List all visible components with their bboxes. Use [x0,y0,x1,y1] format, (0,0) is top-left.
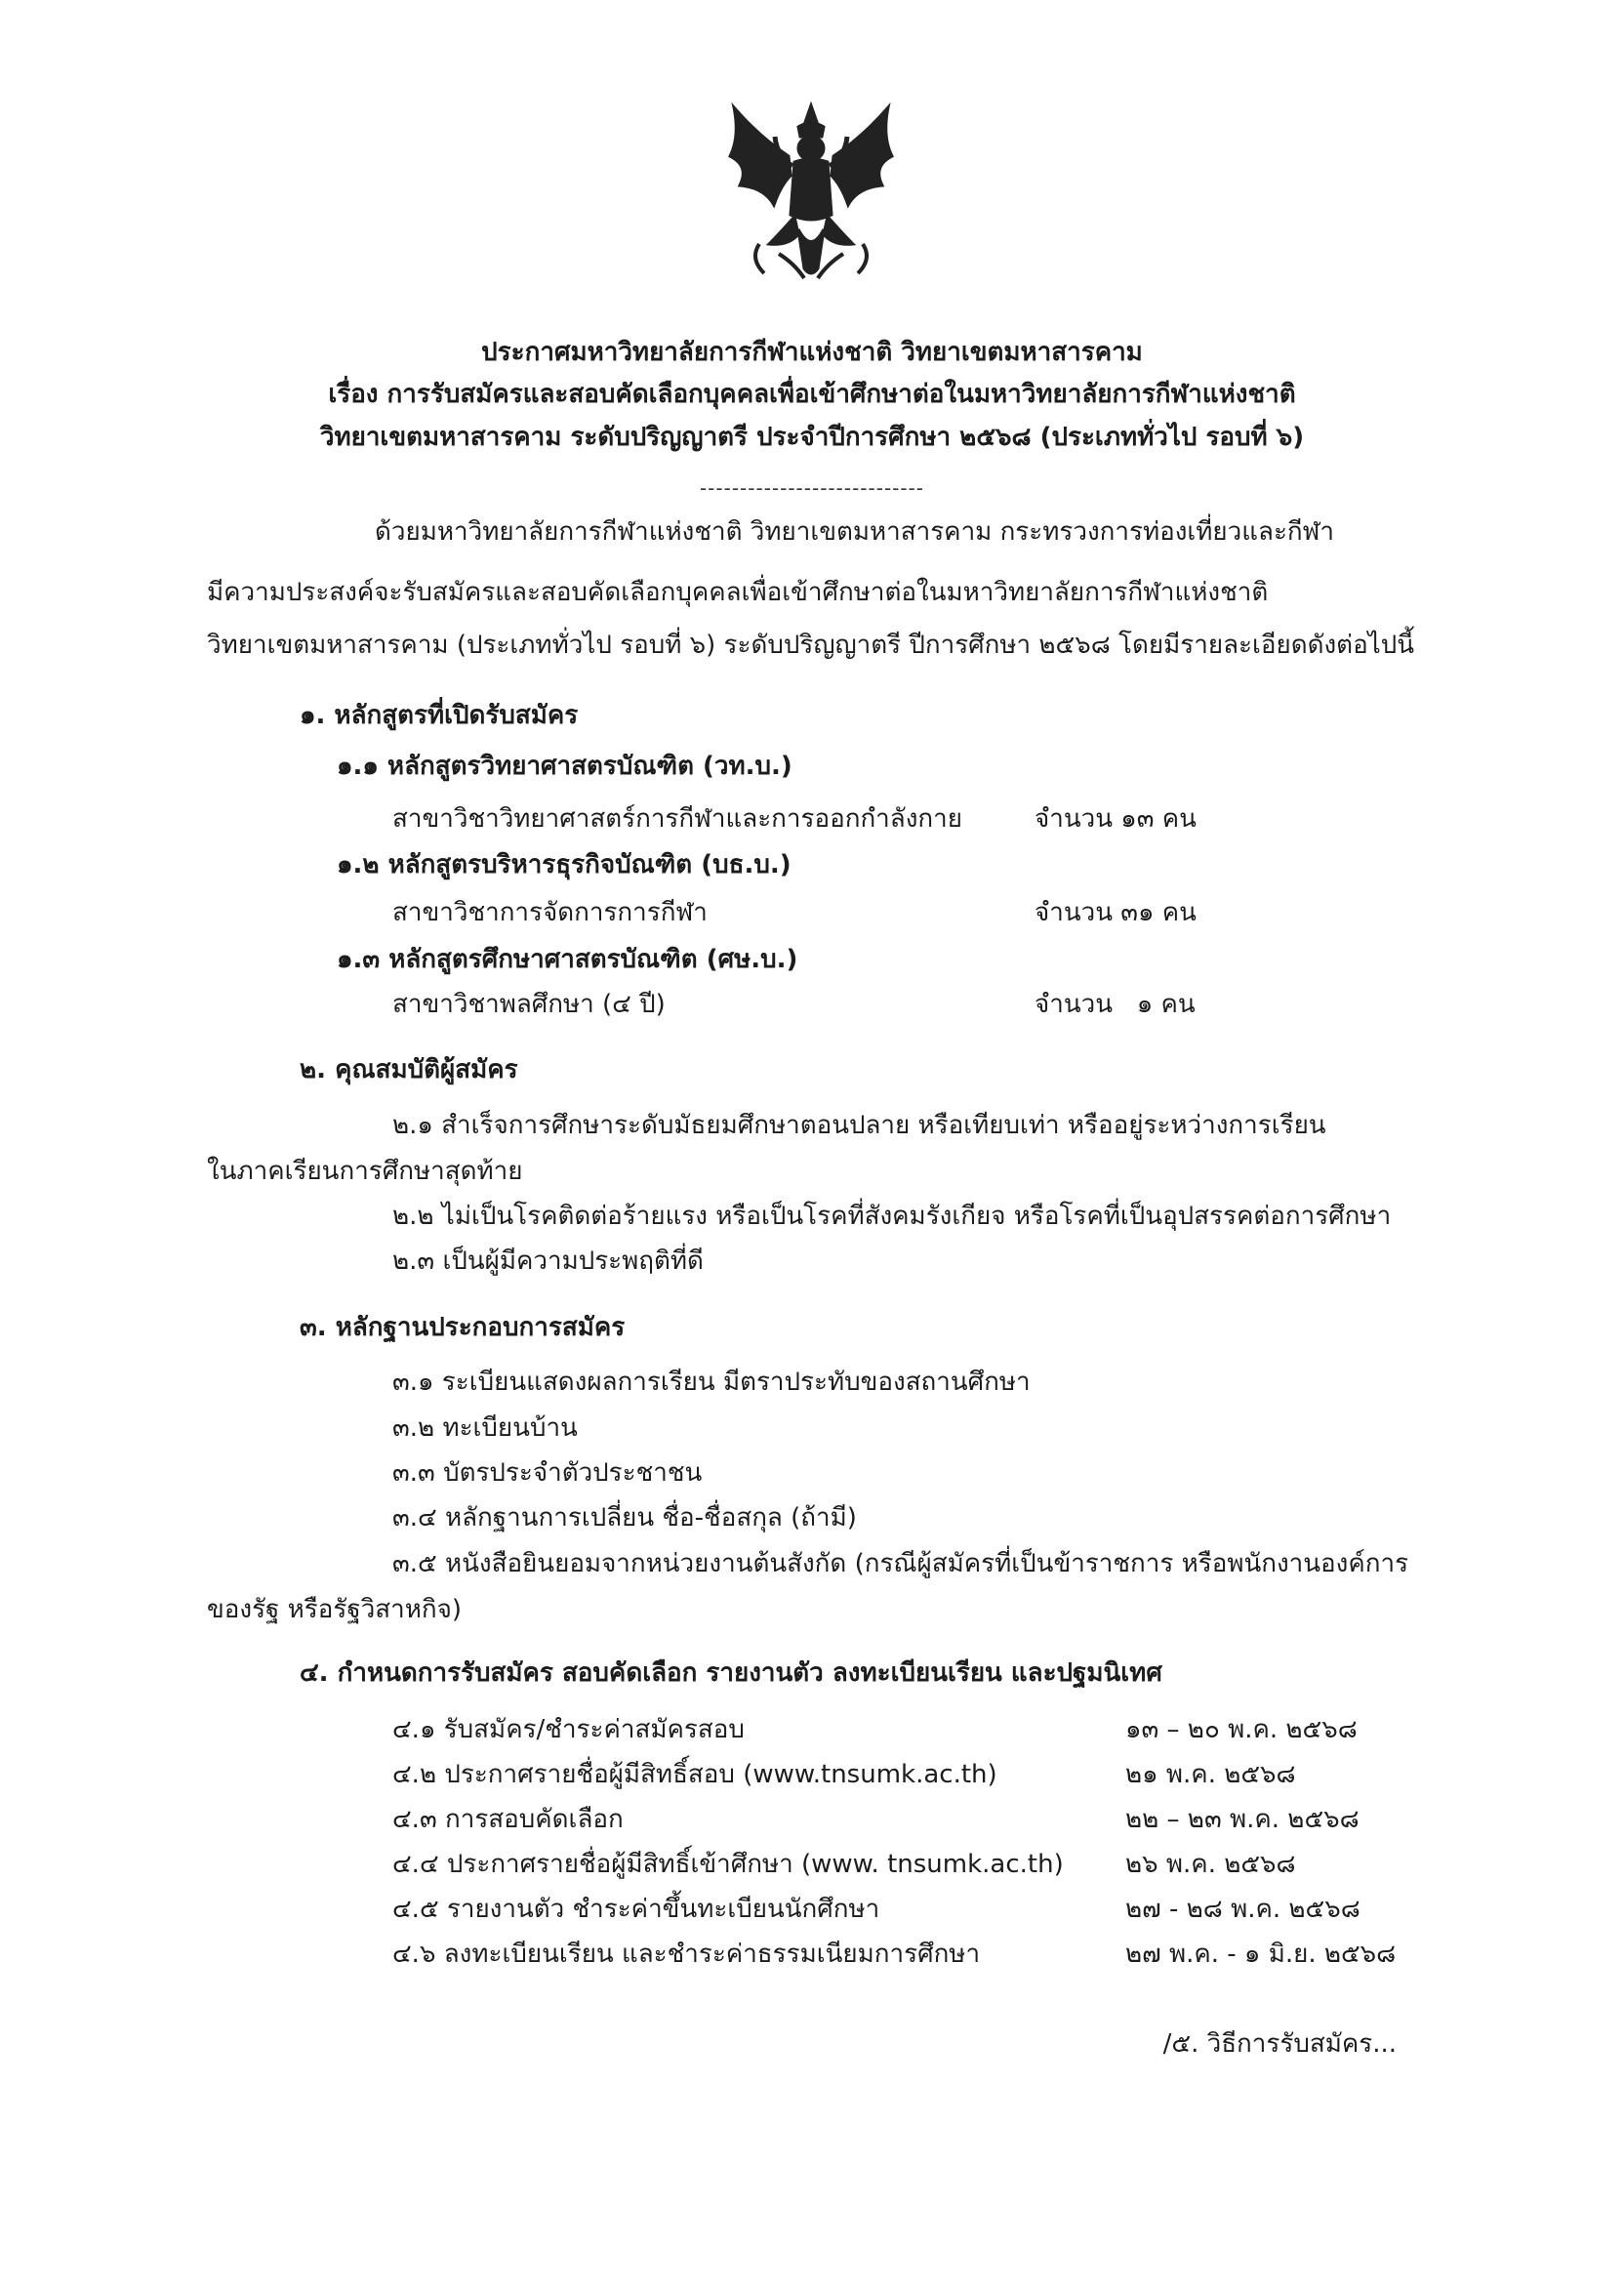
schedule-date: ๑๓ – ๒๐ พ.ค. ๒๕๖๘ [1125,1715,1358,1744]
section-1-heading: ๑. หลักสูตรที่เปิดรับสมัคร [300,701,579,730]
qualification-item: ๒.๒ ไม่เป็นโรคติดต่อร้ายแรง หรือเป็นโรคที่สังคมรังเกียจ หรือโรคที่เป็นอุปสรรคต่อการศึกษา [392,1202,1392,1231]
program-title: ๑.๓ หลักสูตรศึกษาศาสตรบัณฑิต (ศษ.บ.) [337,945,798,974]
program-seat-count: จำนวน ๑ คน [1035,990,1196,1019]
schedule-item: ๔.๑ รับสมัคร/ชำระค่าสมัครสอบ [392,1715,745,1744]
schedule-date: ๒๑ พ.ค. ๒๕๖๘ [1125,1760,1296,1789]
document-item: ๓.๕ หนังสือยินยอมจากหน่วยงานต้นสังกัด (กรณีผู้สมัครที่เป็นข้าราชการ หรือพนักงานองค์การ [392,1549,1409,1578]
schedule-item: ๔.๖ ลงทะเบียนเรียน และชำระค่าธรรมเนียมการศึกษา [392,1940,981,1969]
intro-line-2: มีความประสงค์จะรับสมัครและสอบคัดเลือกบุคคลเพื่อเข้าศึกษาต่อในมหาวิทยาลัยการกีฬาแห่งชาติ [207,578,1269,607]
section-2-heading: ๒. คุณสมบัติผู้สมัคร [300,1055,518,1084]
program-major: สาขาวิชาการจัดการการกีฬา [392,898,708,927]
intro-line-1: ด้วยมหาวิทยาลัยการกีฬาแห่งชาติ วิทยาเขตมหาสารคาม กระทรวงการท่องเที่ยวและกีฬา [375,517,1335,547]
schedule-item: ๔.๒ ประกาศรายชื่อผู้มีสิทธิ์สอบ (www.tnsumk.ac.th) [392,1760,997,1789]
document-item: ๓.๓ บัตรประจำตัวประชาชน [392,1458,703,1488]
schedule-date: ๒๖ พ.ค. ๒๕๖๘ [1125,1850,1296,1879]
section-3-heading: ๓. หลักฐานประกอบการสมัคร [300,1313,626,1342]
program-major: สาขาวิชาวิทยาศาสตร์การกีฬาและการออกกำลังกาย [392,804,962,834]
program-major: สาขาวิชาพลศึกษา (๔ ปี) [392,990,666,1019]
schedule-date: ๒๗ - ๒๘ พ.ค. ๒๕๖๘ [1125,1895,1360,1924]
schedule-item: ๔.๕ รายงานตัว ชำระค่าขึ้นทะเบียนนักศึกษา [392,1895,880,1924]
qualification-item: ๒.๑ สำเร็จการศึกษาระดับมัธยมศึกษาตอนปลาย หรือเทียบเท่า หรืออยู่ระหว่างการเรียน [392,1111,1326,1140]
program-seat-count: จำนวน ๓๑ คน [1035,898,1197,927]
document-item-cont: ของรัฐ หรือรัฐวิสาหกิจ) [207,1595,463,1624]
document-item: ๓.๔ หลักฐานการเปลี่ยน ชื่อ-ชื่อสกุล (ถ้ามี) [392,1503,857,1533]
schedule-date: ๒๗ พ.ค. - ๑ มิ.ย. ๒๕๖๘ [1125,1940,1397,1969]
schedule-date: ๒๒ – ๒๓ พ.ค. ๒๕๖๘ [1125,1805,1360,1834]
document-item: ๓.๒ ทะเบียนบ้าน [392,1413,578,1443]
schedule-item: ๔.๔ ประกาศรายชื่อผู้มีสิทธิ์เข้าศึกษา (www. tnsumk.ac.th) [392,1850,1064,1879]
intro-line-3: วิทยาเขตมหาสารคาม (ประเภททั่วไป รอบที่ ๖) ระดับปริญญาตรี ปีการศึกษา ๒๕๖๘ โดยมีรายละเอียดดังต่อไปนี้ [207,631,1415,660]
qualification-item-cont: ในภาคเรียนการศึกษาสุดท้าย [207,1157,523,1186]
page-continuation: /๕. วิธีการรับสมัคร... [1162,2029,1397,2059]
qualification-item: ๒.๓ เป็นผู้มีความประพฤติที่ดี [392,1247,704,1276]
schedule-item: ๔.๓ การสอบคัดเลือก [392,1805,624,1834]
section-4-heading: ๔. กำหนดการรับสมัคร สอบคัดเลือก รายงานตัว ลงทะเบียนเรียน และปฐมนิเทศ [300,1658,1162,1688]
announcement-subject-cont: วิทยาเขตมหาสารคาม ระดับปริญญาตรี ประจำปีการศึกษา ๒๕๖๘ (ประเภททั่วไป รอบที่ ๖) [319,423,1305,452]
program-seat-count: จำนวน ๑๓ คน [1035,804,1197,834]
program-title: ๑.๑ หลักสูตรวิทยาศาสตรบัณฑิต (วท.บ.) [337,752,792,781]
title-separator: ---------------------------- [699,476,925,500]
program-title: ๑.๒ หลักสูตรบริหารธุรกิจบัณฑิต (บธ.บ.) [337,850,792,879]
garuda-emblem-icon [720,98,902,293]
announcement-subject: เรื่อง การรับสมัครและสอบคัดเลือกบุคคลเพื่อเข้าศึกษาต่อในมหาวิทยาลัยการกีฬาแห่งชาติ [328,380,1296,409]
document-item: ๓.๑ ระเบียนแสดงผลการเรียน มีตราประทับของสถานศึกษา [392,1368,1031,1397]
announcement-title: ประกาศมหาวิทยาลัยการกีฬาแห่งชาติ วิทยาเขตมหาสารคาม [481,338,1143,367]
